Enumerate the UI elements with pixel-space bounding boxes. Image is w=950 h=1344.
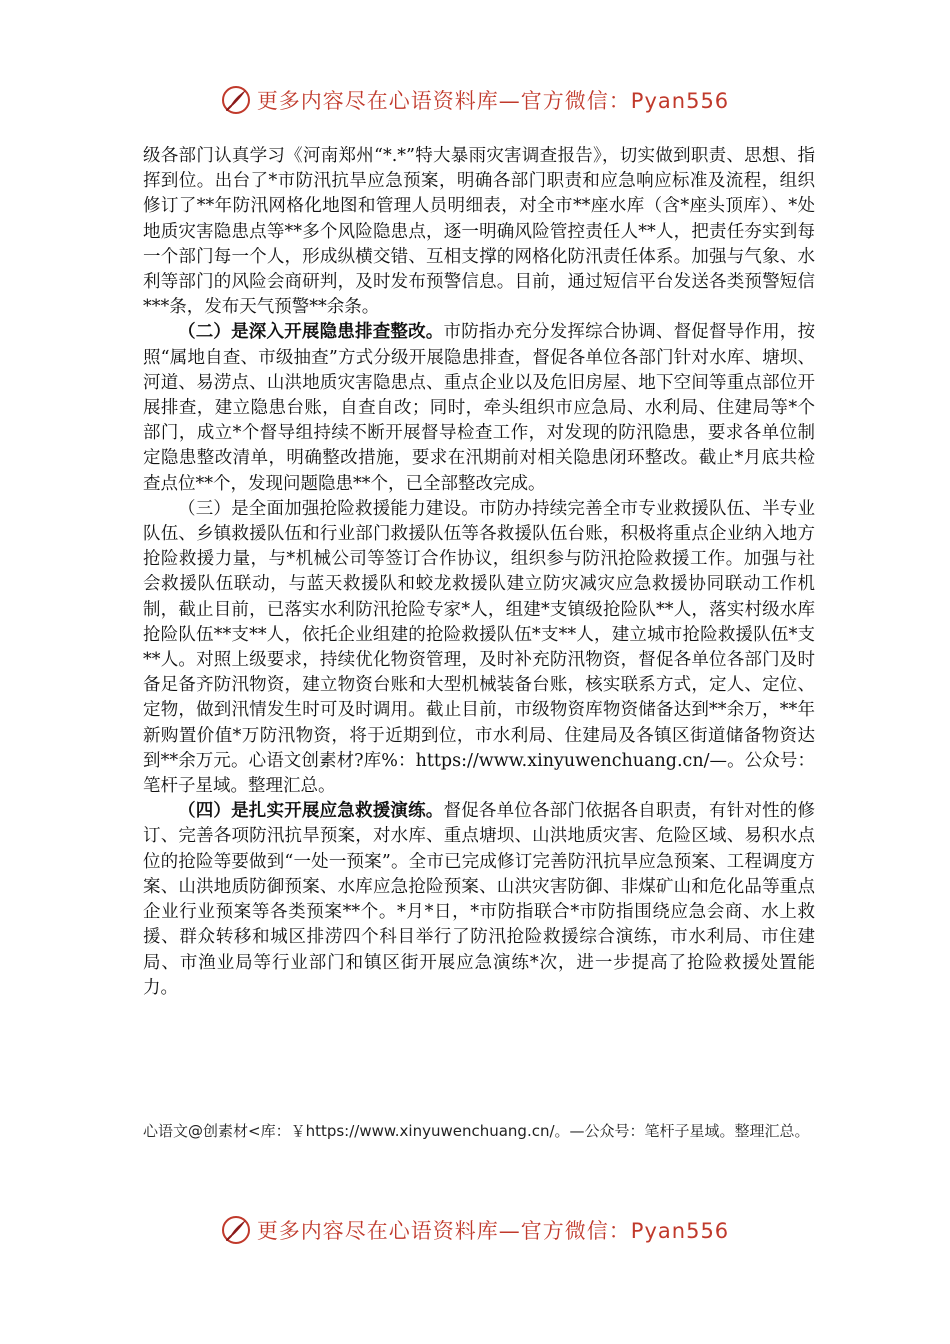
section-heading: （二）是深入开展隐患排查整改。 bbox=[178, 322, 444, 343]
quill-pen-logo-icon bbox=[221, 1215, 251, 1245]
paragraph-body: 市防指办充分发挥综合协调、督促督导作用，按照“属地自查、市级抽查”方式分级开展隐患排查，督促各单位各部门针对水库、塘坝、河道、易涝点、山洪地质灾害隐患点、重点企业以及危旧房屋、地下空间等重点部位开展排查，建立隐患台账，自查自改；同时，牵头组织市应急局、水利局、住建局等*个部门，成立*个督导组持续不断开展督导检查工作，对发现的防汛隐患，要求各单位制定隐患整改清单，明确整改措施，要求在汛期前对相关隐患闭环整改。截止*月底共检查点位**个，发现问题隐患**个，已全部整改完成。 bbox=[143, 322, 815, 494]
paragraph-section-3 bbox=[143, 497, 815, 799]
section-heading: （四）是扎实开展应急救援演练。 bbox=[178, 801, 444, 822]
document-body bbox=[143, 144, 815, 1001]
footer-banner bbox=[0, 1208, 950, 1252]
banner-text: 更多内容尽在心语资料库—官方微信：Pyan556 bbox=[256, 1219, 730, 1243]
quill-pen-logo-icon bbox=[221, 85, 251, 115]
paragraph-body: 级各部门认真学习《河南郑州“*.*”特大暴雨灾害调查报告》，切实做到职责、思想、指挥到位。出台了*市防汛抗旱应急预案，明确各部门职责和应急响应标准及流程，组织修订了**年防汛网格化地图和管理人员明细表，对全市**座水库（含*座头顶库）、*处地质灾害隐患点等**多个风险隐患点，逐一明确风险管控责任人**人，把责任夯实到每一个部门每一个人，形成纵横交错、互相支撑的网格化防汛责任体系。加强与气象、水利等部门的风险会商研判，及时发布预警信息。目前，通过短信平台发送各类预警短信***条，发布天气预警**余条。 bbox=[143, 146, 815, 318]
paragraph-body: 督促各单位各部门依据各自职责，有针对性的修订、完善各项防汛抗旱预案，对水库、重点塘坝、山洪地质灾害、危险区域、易积水点位的抢险等要做到“一处一预案”。全市已完成修订完善防汛抗旱应急预案、工程调度方案、山洪地质防御预案、水库应急抢险预案、山洪灾害防御、非煤矿山和危化品等重点企业行业预案等各类预案**个。*月*日，*市防指联合*市防指围绕应急会商、水上救援、群众转移和城区排涝四个科目举行了防汛抢险救援综合演练，市水利局、市住建局、市渔业局等行业部门和镇区街开展应急演练*次，进一步提高了抢险救援处置能力。 bbox=[143, 801, 815, 998]
footer-note: 心语文@创素材<库：￥https://www.xinyuwenchuang.cn/。—公众号：笔杆子星域。整理汇总。 bbox=[143, 1122, 810, 1140]
banner-text: 更多内容尽在心语资料库—官方微信：Pyan556 bbox=[256, 89, 730, 113]
paragraph-section-2 bbox=[143, 320, 815, 496]
paragraph-body: （三）是全面加强抢险救援能力建设。市防办持续完善全市专业救援队伍、半专业队伍、乡镇救援队伍和行业部门救援队伍等各救援队伍台账，积极将重点企业纳入地方抢险救援力量，与*机械公司等签订合作协议，组织参与防汛抢险救援工作。加强与社会救援队伍联动，与蓝天救援队和蛟龙救援队建立防灾减灾应急救援协同联动工作机制，截止目前，已落实水利防汛抢险专家*人，组建*支镇级抢险队**人，落实村级水库抢险队伍**支**人，依托企业组建的抢险救援队伍*支**人，建立城市抢险救援队伍*支**人。对照上级要求，持续优化物资管理，及时补充防汛物资，督促各单位各部门及时备足备齐防汛物资，建立物资台账和大型机械装备台账，核实联系方式，定人、定位、定物，做到汛情发生时可及时调用。截止目前，市级物资库物资储备达到**余万，**年新购置价值*万防汛物资，将于近期到位，市水利局、住建局及各镇区街道储备物资达到**余万元。心语文创素材?库%：https://www.xinyuwenchuang.cn/—。公众号：笔杆子星域。整理汇总。 bbox=[143, 498, 815, 797]
paragraph-section-4 bbox=[143, 799, 815, 1001]
header-banner bbox=[0, 78, 950, 122]
paragraph-continuation bbox=[143, 144, 815, 320]
